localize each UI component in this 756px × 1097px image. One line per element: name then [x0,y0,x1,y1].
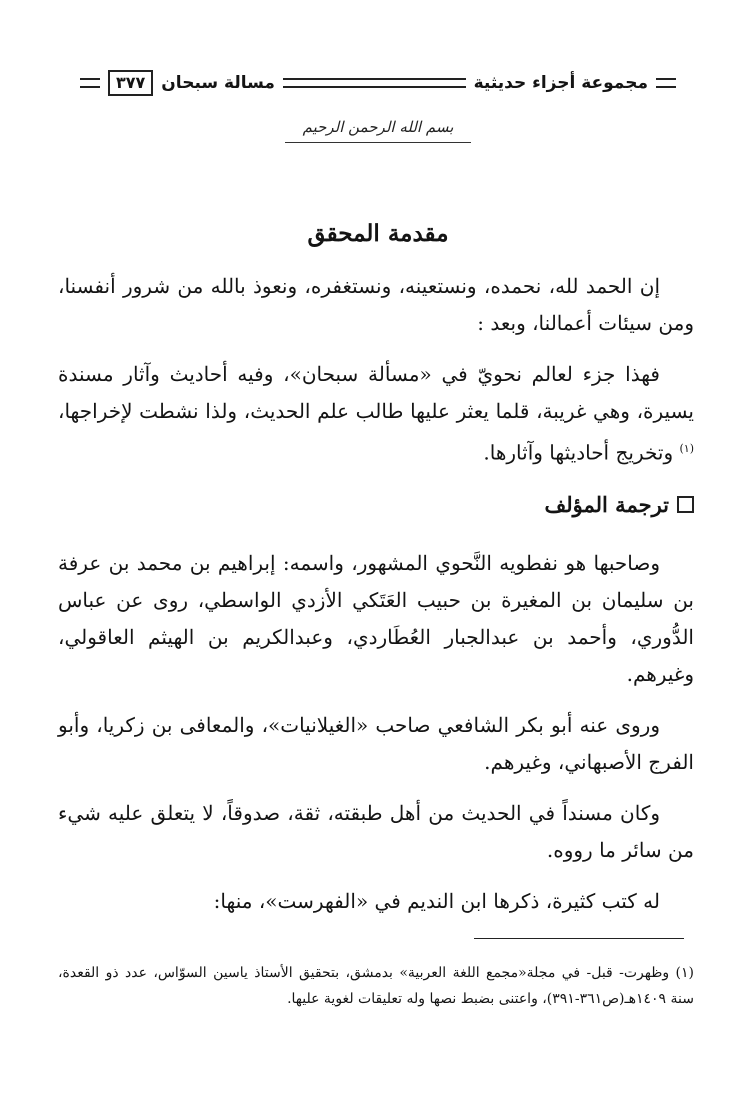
paragraph [58,356,694,472]
header-ornament [656,78,676,88]
paragraph: وصاحبها هو نفطويه النَّحوي المشهور، واسمه: إبراهيم بن محمد بن عرفة بن سليمان بن المغيرة بن حبيب العَتَكي الأزدي الواسطي، روى عن عباس الدُّوري، وأحمد بن عبدالجبار العُطَاردي، وعبدالكريم بن الهيثم العاقولي، وغيرهم. [58,550,694,686]
footnote: (١) وظهرت- قبل- في مجلة«مجمع اللغة العربية» بدمشق، بتحقيق الأستاذ ياسين السوّاس، عدد ذو القعدة، سنة ١٤٠٩هـ(ص٣٦١-٣٩١)، واعتنى بضبط نصها وله تعليقات لغوية عليها. [58,965,694,1007]
paragraph: وروى عنه أبو بكر الشافعي صاحب «الغيلانيات»، والمعافى بن زكريا، وأبو الفرج الأصبهاني، وغيرهم. [58,712,694,774]
running-header [80,68,676,98]
paragraph-text: فهذا جزء لعالم نحويّ في «مسألة سبحان»، وفيه أحاديث وآثار مسندة يسيرة، وهي غريبة، قلما يعثر عليها طالب علم الحديث، ولذا نشطت لإخراجها، [58,362,694,423]
header-ornament-end [80,78,100,88]
page-title: مقدمة المحقق [307,220,449,247]
basmala-ornament [0,118,756,143]
chapter-title: مسالة سبحان [161,73,275,93]
header-rule [283,78,466,88]
square-bullet-icon [677,496,694,513]
paragraph-text-tail: وتخريج أحاديثها وآثارها. [483,440,680,465]
paragraph: إن الحمد لله، نحمده، ونستعينه، ونستغفره، ونعوذ بالله من شرور أنفسنا، ومن سيئات أعمالنا، وبعد : [58,274,694,335]
footnote-marker: (١) [679,442,694,455]
section-heading-text: ترجمة المؤلف [544,491,669,517]
book-title: مجموعة أجزاء حديثية [473,73,648,93]
paragraph: له كتب كثيرة، ذكرها ابن النديم في «الفهرست»، منها: [213,888,660,913]
basmala-text: بسم الله الرحمن الرحيم [285,118,472,143]
body-text [58,268,694,934]
paragraph: وكان مسنداً في الحديث من أهل طبقته، ثقة، صدوقاً، لا يتعلق عليه شيء من سائر ما رووه. [58,800,694,862]
footnote-divider [474,938,684,939]
section-heading [58,486,694,523]
page-number: ٣٧٧ [108,70,153,96]
